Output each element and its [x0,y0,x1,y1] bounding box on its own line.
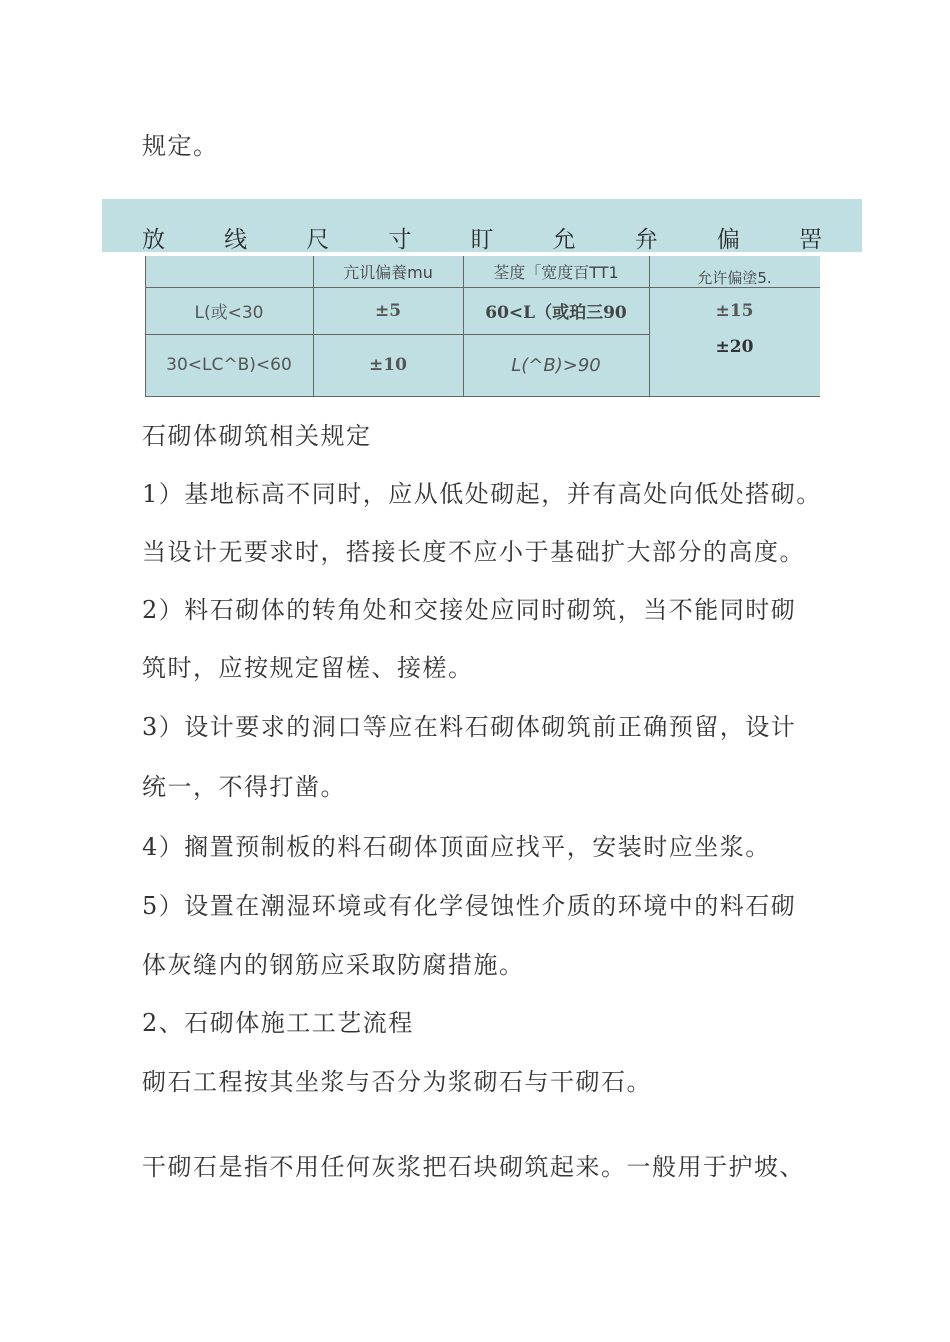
intro-text: 规定。 [142,132,219,160]
table-cell: 30<LC^B)<60 [166,355,292,375]
body-line: 筑时，应按规定留槎、接槎。 [142,654,474,682]
body-line: 干砌石是指不用任何灰浆把石块砌筑起来。一般用于护坡、 [142,1153,805,1181]
body-line: 砌石工程按其坐浆与否分为浆砌石与干砌石。 [142,1068,652,1096]
table-header-row [142,224,822,256]
body-line: 当设计无要求时，搭接长度不应小于基础扩大部分的高度。 [142,538,805,566]
col-header: 荃度「宽度百TT1 [493,263,619,282]
table-cell: ±10 [369,355,407,375]
header-cell: 寸 [388,227,412,253]
deviation-table [145,256,820,397]
body-line: 统一，不得打凿。 [142,773,346,801]
header-cell: 允 [552,227,576,253]
header-cell: 盯 [470,227,494,253]
header-cell: 放 [142,227,165,253]
table-cell: 60<L（或珀三90 [485,303,627,323]
header-cell: 线 [224,227,248,253]
body-line: 3）设计要求的洞口等应在料石砌体砌筑前正确预留，设计 [142,713,797,741]
col-header: 亢讥偏養mu [343,263,433,282]
table-cell: L(或<30 [194,303,264,323]
header-cell: 弁 [634,227,658,253]
table-cell: ±5 [374,300,402,321]
body-line: 4）搁置预制板的料石砌体顶面应找平，安装时应坐浆。 [142,833,771,861]
col-header: 允许偏塗5. [697,269,772,287]
header-cell: 尺 [306,227,330,253]
body-line: 2）料石砌体的转角处和交接处应同时砌筑，当不能同时砌 [142,596,797,624]
body-line: 5）设置在潮湿环境或有化学侵蚀性介质的环境中的料石砌 [142,892,797,920]
table-cell: ±15 [715,300,754,321]
table-border [145,396,820,397]
body-line: 石砌体砌筑相关规定 [142,422,372,450]
body-line: 体灰缝内的钢筋应采取防腐措施。 [142,951,525,979]
section-heading: 2、石砌体施工工艺流程 [142,1009,414,1037]
body-line: 1）基地标高不同时，应从低处砌起，并有高处向低处搭砌。 [142,480,822,508]
table-cell: ±20 [715,337,754,357]
header-cell: 偏 [716,227,740,253]
table-cell: L(^B)>90 [511,354,601,376]
header-cell: 罟 [799,227,822,253]
